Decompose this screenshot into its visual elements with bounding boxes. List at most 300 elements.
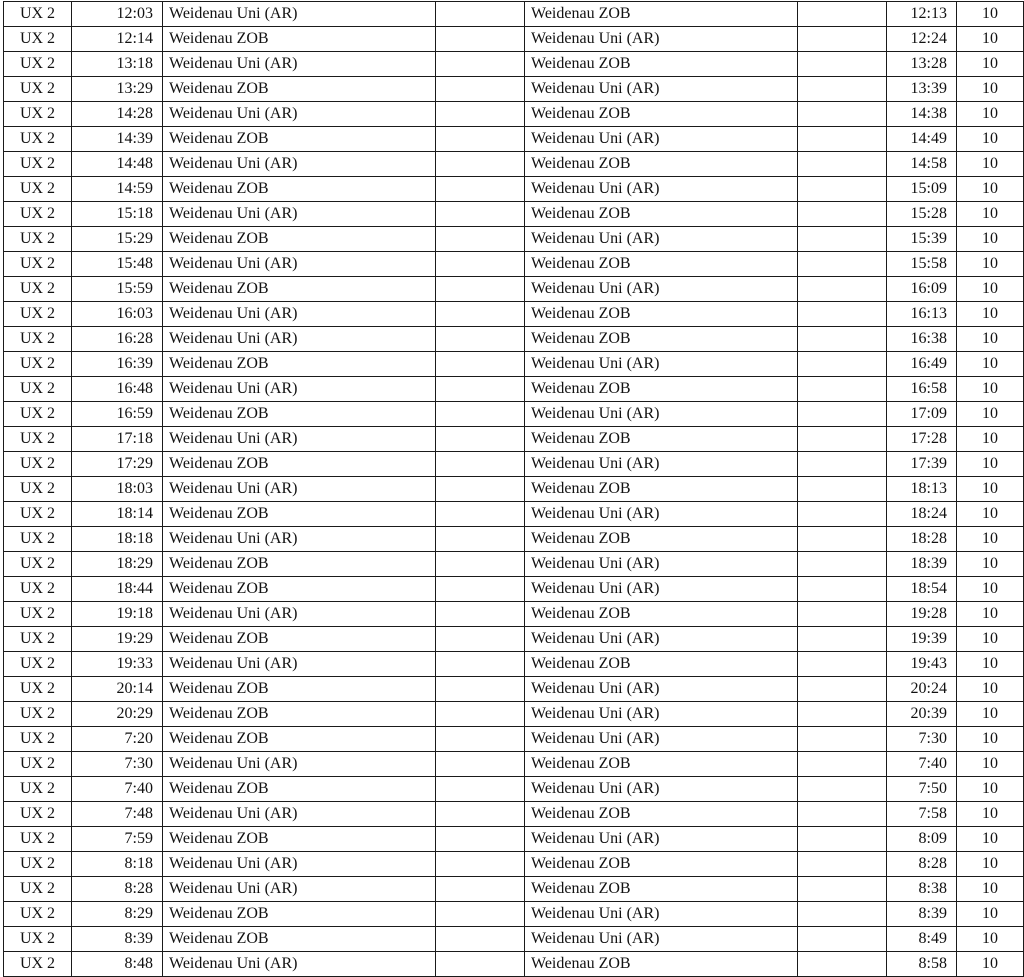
table-row — [4, 152, 1024, 177]
empty-cell — [798, 652, 887, 677]
empty-cell — [798, 777, 887, 802]
arrival-time-cell: 14:58 — [887, 152, 957, 177]
origin-stop-cell: Weidenau ZOB — [163, 227, 436, 252]
departure-time-cell: 15:59 — [72, 277, 163, 302]
timetable-body — [4, 2, 1024, 977]
departure-time-cell: 8:29 — [72, 902, 163, 927]
destination-stop-cell: Weidenau Uni (AR) — [525, 352, 798, 377]
duration-cell: 10 — [957, 577, 1024, 602]
empty-cell — [436, 527, 525, 552]
empty-cell — [436, 152, 525, 177]
origin-stop-cell: Weidenau ZOB — [163, 552, 436, 577]
table-row — [4, 502, 1024, 527]
destination-stop-cell: Weidenau ZOB — [525, 877, 798, 902]
arrival-time-cell: 20:24 — [887, 677, 957, 702]
empty-cell — [798, 252, 887, 277]
duration-cell: 10 — [957, 527, 1024, 552]
departure-time-cell: 16:59 — [72, 402, 163, 427]
empty-cell — [436, 77, 525, 102]
origin-stop-cell: Weidenau Uni (AR) — [163, 652, 436, 677]
line-cell: UX 2 — [4, 502, 72, 527]
origin-stop-cell: Weidenau ZOB — [163, 77, 436, 102]
empty-cell — [798, 227, 887, 252]
line-cell: UX 2 — [4, 627, 72, 652]
arrival-time-cell: 8:39 — [887, 902, 957, 927]
line-cell: UX 2 — [4, 877, 72, 902]
line-cell: UX 2 — [4, 352, 72, 377]
destination-stop-cell: Weidenau Uni (AR) — [525, 827, 798, 852]
line-cell: UX 2 — [4, 752, 72, 777]
arrival-time-cell: 8:09 — [887, 827, 957, 852]
table-row — [4, 877, 1024, 902]
destination-stop-cell: Weidenau Uni (AR) — [525, 902, 798, 927]
empty-cell — [798, 602, 887, 627]
origin-stop-cell: Weidenau ZOB — [163, 902, 436, 927]
empty-cell — [798, 377, 887, 402]
line-cell: UX 2 — [4, 727, 72, 752]
table-row — [4, 477, 1024, 502]
duration-cell: 10 — [957, 927, 1024, 952]
destination-stop-cell: Weidenau ZOB — [525, 327, 798, 352]
departure-time-cell: 18:03 — [72, 477, 163, 502]
empty-cell — [436, 377, 525, 402]
departure-time-cell: 15:18 — [72, 202, 163, 227]
duration-cell: 10 — [957, 902, 1024, 927]
duration-cell: 10 — [957, 652, 1024, 677]
table-row — [4, 2, 1024, 27]
arrival-time-cell: 18:54 — [887, 577, 957, 602]
empty-cell — [436, 477, 525, 502]
line-cell: UX 2 — [4, 202, 72, 227]
empty-cell — [436, 852, 525, 877]
origin-stop-cell: Weidenau ZOB — [163, 127, 436, 152]
destination-stop-cell: Weidenau Uni (AR) — [525, 777, 798, 802]
arrival-time-cell: 14:38 — [887, 102, 957, 127]
origin-stop-cell: Weidenau ZOB — [163, 927, 436, 952]
departure-time-cell: 19:33 — [72, 652, 163, 677]
departure-time-cell: 17:18 — [72, 427, 163, 452]
destination-stop-cell: Weidenau ZOB — [525, 427, 798, 452]
arrival-time-cell: 19:43 — [887, 652, 957, 677]
line-cell: UX 2 — [4, 302, 72, 327]
empty-cell — [436, 827, 525, 852]
empty-cell — [798, 202, 887, 227]
destination-stop-cell: Weidenau Uni (AR) — [525, 177, 798, 202]
table-row — [4, 777, 1024, 802]
departure-time-cell: 16:39 — [72, 352, 163, 377]
departure-time-cell: 12:14 — [72, 27, 163, 52]
departure-time-cell: 16:28 — [72, 327, 163, 352]
empty-cell — [798, 327, 887, 352]
table-row — [4, 227, 1024, 252]
departure-time-cell: 13:18 — [72, 52, 163, 77]
line-cell: UX 2 — [4, 52, 72, 77]
duration-cell: 10 — [957, 402, 1024, 427]
table-row — [4, 202, 1024, 227]
line-cell: UX 2 — [4, 402, 72, 427]
origin-stop-cell: Weidenau ZOB — [163, 577, 436, 602]
empty-cell — [436, 802, 525, 827]
destination-stop-cell: Weidenau ZOB — [525, 752, 798, 777]
empty-cell — [798, 677, 887, 702]
departure-time-cell: 17:29 — [72, 452, 163, 477]
table-row — [4, 277, 1024, 302]
empty-cell — [436, 777, 525, 802]
arrival-time-cell: 8:28 — [887, 852, 957, 877]
empty-cell — [798, 177, 887, 202]
duration-cell: 10 — [957, 502, 1024, 527]
timetable — [3, 1, 1024, 977]
empty-cell — [798, 277, 887, 302]
line-cell: UX 2 — [4, 152, 72, 177]
duration-cell: 10 — [957, 127, 1024, 152]
duration-cell: 10 — [957, 452, 1024, 477]
table-row — [4, 102, 1024, 127]
empty-cell — [798, 102, 887, 127]
arrival-time-cell: 12:13 — [887, 2, 957, 27]
destination-stop-cell: Weidenau Uni (AR) — [525, 227, 798, 252]
empty-cell — [436, 727, 525, 752]
empty-cell — [436, 327, 525, 352]
empty-cell — [798, 27, 887, 52]
departure-time-cell: 19:18 — [72, 602, 163, 627]
arrival-time-cell: 16:38 — [887, 327, 957, 352]
destination-stop-cell: Weidenau Uni (AR) — [525, 727, 798, 752]
line-cell: UX 2 — [4, 77, 72, 102]
arrival-time-cell: 18:28 — [887, 527, 957, 552]
origin-stop-cell: Weidenau Uni (AR) — [163, 102, 436, 127]
destination-stop-cell: Weidenau ZOB — [525, 802, 798, 827]
arrival-time-cell: 15:58 — [887, 252, 957, 277]
departure-time-cell: 7:59 — [72, 827, 163, 852]
departure-time-cell: 7:48 — [72, 802, 163, 827]
destination-stop-cell: Weidenau ZOB — [525, 202, 798, 227]
empty-cell — [798, 502, 887, 527]
destination-stop-cell: Weidenau ZOB — [525, 477, 798, 502]
empty-cell — [436, 952, 525, 977]
empty-cell — [798, 727, 887, 752]
duration-cell: 10 — [957, 277, 1024, 302]
destination-stop-cell: Weidenau ZOB — [525, 527, 798, 552]
table-row — [4, 52, 1024, 77]
duration-cell: 10 — [957, 77, 1024, 102]
departure-time-cell: 15:48 — [72, 252, 163, 277]
origin-stop-cell: Weidenau Uni (AR) — [163, 52, 436, 77]
arrival-time-cell: 15:09 — [887, 177, 957, 202]
arrival-time-cell: 14:49 — [887, 127, 957, 152]
duration-cell: 10 — [957, 327, 1024, 352]
table-row — [4, 427, 1024, 452]
departure-time-cell: 14:48 — [72, 152, 163, 177]
table-row — [4, 302, 1024, 327]
destination-stop-cell: Weidenau Uni (AR) — [525, 927, 798, 952]
arrival-time-cell: 15:28 — [887, 202, 957, 227]
line-cell: UX 2 — [4, 952, 72, 977]
empty-cell — [798, 477, 887, 502]
duration-cell: 10 — [957, 377, 1024, 402]
table-row — [4, 802, 1024, 827]
destination-stop-cell: Weidenau Uni (AR) — [525, 27, 798, 52]
origin-stop-cell: Weidenau ZOB — [163, 627, 436, 652]
departure-time-cell: 18:18 — [72, 527, 163, 552]
empty-cell — [798, 77, 887, 102]
duration-cell: 10 — [957, 252, 1024, 277]
empty-cell — [798, 877, 887, 902]
origin-stop-cell: Weidenau Uni (AR) — [163, 952, 436, 977]
origin-stop-cell: Weidenau Uni (AR) — [163, 852, 436, 877]
empty-cell — [798, 302, 887, 327]
origin-stop-cell: Weidenau Uni (AR) — [163, 527, 436, 552]
empty-cell — [436, 752, 525, 777]
departure-time-cell: 8:39 — [72, 927, 163, 952]
arrival-time-cell: 12:24 — [887, 27, 957, 52]
table-row — [4, 927, 1024, 952]
origin-stop-cell: Weidenau Uni (AR) — [163, 377, 436, 402]
arrival-time-cell: 7:30 — [887, 727, 957, 752]
empty-cell — [436, 502, 525, 527]
empty-cell — [798, 127, 887, 152]
departure-time-cell: 15:29 — [72, 227, 163, 252]
arrival-time-cell: 8:38 — [887, 877, 957, 902]
empty-cell — [798, 452, 887, 477]
table-row — [4, 527, 1024, 552]
departure-time-cell: 7:30 — [72, 752, 163, 777]
origin-stop-cell: Weidenau Uni (AR) — [163, 252, 436, 277]
arrival-time-cell: 7:58 — [887, 802, 957, 827]
table-row — [4, 902, 1024, 927]
departure-time-cell: 16:48 — [72, 377, 163, 402]
line-cell: UX 2 — [4, 377, 72, 402]
line-cell: UX 2 — [4, 102, 72, 127]
line-cell: UX 2 — [4, 27, 72, 52]
destination-stop-cell: Weidenau Uni (AR) — [525, 702, 798, 727]
line-cell: UX 2 — [4, 702, 72, 727]
arrival-time-cell: 19:28 — [887, 602, 957, 627]
arrival-time-cell: 19:39 — [887, 627, 957, 652]
empty-cell — [436, 652, 525, 677]
departure-time-cell: 18:29 — [72, 552, 163, 577]
origin-stop-cell: Weidenau Uni (AR) — [163, 427, 436, 452]
destination-stop-cell: Weidenau Uni (AR) — [525, 277, 798, 302]
table-row — [4, 327, 1024, 352]
duration-cell: 10 — [957, 177, 1024, 202]
departure-time-cell: 16:03 — [72, 302, 163, 327]
departure-time-cell: 20:29 — [72, 702, 163, 727]
departure-time-cell: 14:28 — [72, 102, 163, 127]
duration-cell: 10 — [957, 152, 1024, 177]
table-row — [4, 652, 1024, 677]
line-cell: UX 2 — [4, 577, 72, 602]
line-cell: UX 2 — [4, 927, 72, 952]
table-row — [4, 702, 1024, 727]
table-row — [4, 827, 1024, 852]
destination-stop-cell: Weidenau ZOB — [525, 152, 798, 177]
table-row — [4, 127, 1024, 152]
line-cell: UX 2 — [4, 277, 72, 302]
line-cell: UX 2 — [4, 652, 72, 677]
empty-cell — [798, 52, 887, 77]
empty-cell — [436, 627, 525, 652]
duration-cell: 10 — [957, 777, 1024, 802]
table-row — [4, 377, 1024, 402]
origin-stop-cell: Weidenau Uni (AR) — [163, 2, 436, 27]
line-cell: UX 2 — [4, 802, 72, 827]
empty-cell — [436, 352, 525, 377]
empty-cell — [436, 2, 525, 27]
table-row — [4, 577, 1024, 602]
origin-stop-cell: Weidenau ZOB — [163, 352, 436, 377]
arrival-time-cell: 8:58 — [887, 952, 957, 977]
arrival-time-cell: 7:50 — [887, 777, 957, 802]
empty-cell — [436, 452, 525, 477]
empty-cell — [798, 352, 887, 377]
empty-cell — [436, 277, 525, 302]
empty-cell — [436, 27, 525, 52]
duration-cell: 10 — [957, 352, 1024, 377]
empty-cell — [436, 177, 525, 202]
origin-stop-cell: Weidenau Uni (AR) — [163, 327, 436, 352]
origin-stop-cell: Weidenau ZOB — [163, 827, 436, 852]
empty-cell — [798, 552, 887, 577]
destination-stop-cell: Weidenau Uni (AR) — [525, 402, 798, 427]
destination-stop-cell: Weidenau Uni (AR) — [525, 127, 798, 152]
empty-cell — [436, 902, 525, 927]
origin-stop-cell: Weidenau Uni (AR) — [163, 602, 436, 627]
duration-cell: 10 — [957, 827, 1024, 852]
departure-time-cell: 20:14 — [72, 677, 163, 702]
origin-stop-cell: Weidenau ZOB — [163, 277, 436, 302]
destination-stop-cell: Weidenau ZOB — [525, 302, 798, 327]
duration-cell: 10 — [957, 627, 1024, 652]
line-cell: UX 2 — [4, 477, 72, 502]
empty-cell — [798, 852, 887, 877]
arrival-time-cell: 15:39 — [887, 227, 957, 252]
table-row — [4, 352, 1024, 377]
table-row — [4, 952, 1024, 977]
arrival-time-cell: 16:09 — [887, 277, 957, 302]
destination-stop-cell: Weidenau Uni (AR) — [525, 77, 798, 102]
arrival-time-cell: 18:39 — [887, 552, 957, 577]
departure-time-cell: 8:48 — [72, 952, 163, 977]
table-row — [4, 627, 1024, 652]
arrival-time-cell: 16:13 — [887, 302, 957, 327]
duration-cell: 10 — [957, 727, 1024, 752]
line-cell: UX 2 — [4, 177, 72, 202]
destination-stop-cell: Weidenau ZOB — [525, 102, 798, 127]
arrival-time-cell: 18:13 — [887, 477, 957, 502]
arrival-time-cell: 16:49 — [887, 352, 957, 377]
line-cell: UX 2 — [4, 227, 72, 252]
empty-cell — [436, 402, 525, 427]
duration-cell: 10 — [957, 477, 1024, 502]
origin-stop-cell: Weidenau ZOB — [163, 27, 436, 52]
empty-cell — [436, 427, 525, 452]
origin-stop-cell: Weidenau ZOB — [163, 777, 436, 802]
origin-stop-cell: Weidenau ZOB — [163, 502, 436, 527]
duration-cell: 10 — [957, 427, 1024, 452]
duration-cell: 10 — [957, 952, 1024, 977]
destination-stop-cell: Weidenau ZOB — [525, 252, 798, 277]
line-cell: UX 2 — [4, 2, 72, 27]
origin-stop-cell: Weidenau Uni (AR) — [163, 477, 436, 502]
empty-cell — [798, 402, 887, 427]
arrival-time-cell: 17:28 — [887, 427, 957, 452]
line-cell: UX 2 — [4, 777, 72, 802]
table-row — [4, 27, 1024, 52]
table-row — [4, 727, 1024, 752]
empty-cell — [436, 52, 525, 77]
duration-cell: 10 — [957, 702, 1024, 727]
empty-cell — [436, 127, 525, 152]
origin-stop-cell: Weidenau ZOB — [163, 177, 436, 202]
destination-stop-cell: Weidenau Uni (AR) — [525, 452, 798, 477]
destination-stop-cell: Weidenau Uni (AR) — [525, 577, 798, 602]
empty-cell — [436, 302, 525, 327]
arrival-time-cell: 20:39 — [887, 702, 957, 727]
duration-cell: 10 — [957, 602, 1024, 627]
empty-cell — [436, 702, 525, 727]
destination-stop-cell: Weidenau ZOB — [525, 852, 798, 877]
table-row — [4, 852, 1024, 877]
arrival-time-cell: 7:40 — [887, 752, 957, 777]
destination-stop-cell: Weidenau ZOB — [525, 952, 798, 977]
departure-time-cell: 14:59 — [72, 177, 163, 202]
duration-cell: 10 — [957, 802, 1024, 827]
empty-cell — [436, 202, 525, 227]
departure-time-cell: 18:44 — [72, 577, 163, 602]
duration-cell: 10 — [957, 852, 1024, 877]
departure-time-cell: 8:18 — [72, 852, 163, 877]
departure-time-cell: 18:14 — [72, 502, 163, 527]
line-cell: UX 2 — [4, 852, 72, 877]
table-row — [4, 552, 1024, 577]
departure-time-cell: 7:20 — [72, 727, 163, 752]
empty-cell — [798, 927, 887, 952]
duration-cell: 10 — [957, 52, 1024, 77]
arrival-time-cell: 16:58 — [887, 377, 957, 402]
arrival-time-cell: 18:24 — [887, 502, 957, 527]
arrival-time-cell: 13:39 — [887, 77, 957, 102]
duration-cell: 10 — [957, 202, 1024, 227]
arrival-time-cell: 8:49 — [887, 927, 957, 952]
origin-stop-cell: Weidenau ZOB — [163, 677, 436, 702]
duration-cell: 10 — [957, 877, 1024, 902]
destination-stop-cell: Weidenau Uni (AR) — [525, 502, 798, 527]
empty-cell — [436, 252, 525, 277]
origin-stop-cell: Weidenau Uni (AR) — [163, 152, 436, 177]
line-cell: UX 2 — [4, 327, 72, 352]
origin-stop-cell: Weidenau Uni (AR) — [163, 877, 436, 902]
duration-cell: 10 — [957, 102, 1024, 127]
empty-cell — [798, 527, 887, 552]
destination-stop-cell: Weidenau ZOB — [525, 377, 798, 402]
duration-cell: 10 — [957, 27, 1024, 52]
empty-cell — [798, 2, 887, 27]
table-row — [4, 177, 1024, 202]
line-cell: UX 2 — [4, 527, 72, 552]
departure-time-cell: 8:28 — [72, 877, 163, 902]
destination-stop-cell: Weidenau Uni (AR) — [525, 627, 798, 652]
departure-time-cell: 13:29 — [72, 77, 163, 102]
table-row — [4, 602, 1024, 627]
duration-cell: 10 — [957, 552, 1024, 577]
departure-time-cell: 19:29 — [72, 627, 163, 652]
destination-stop-cell: Weidenau ZOB — [525, 2, 798, 27]
origin-stop-cell: Weidenau Uni (AR) — [163, 802, 436, 827]
empty-cell — [798, 952, 887, 977]
line-cell: UX 2 — [4, 427, 72, 452]
arrival-time-cell: 17:39 — [887, 452, 957, 477]
